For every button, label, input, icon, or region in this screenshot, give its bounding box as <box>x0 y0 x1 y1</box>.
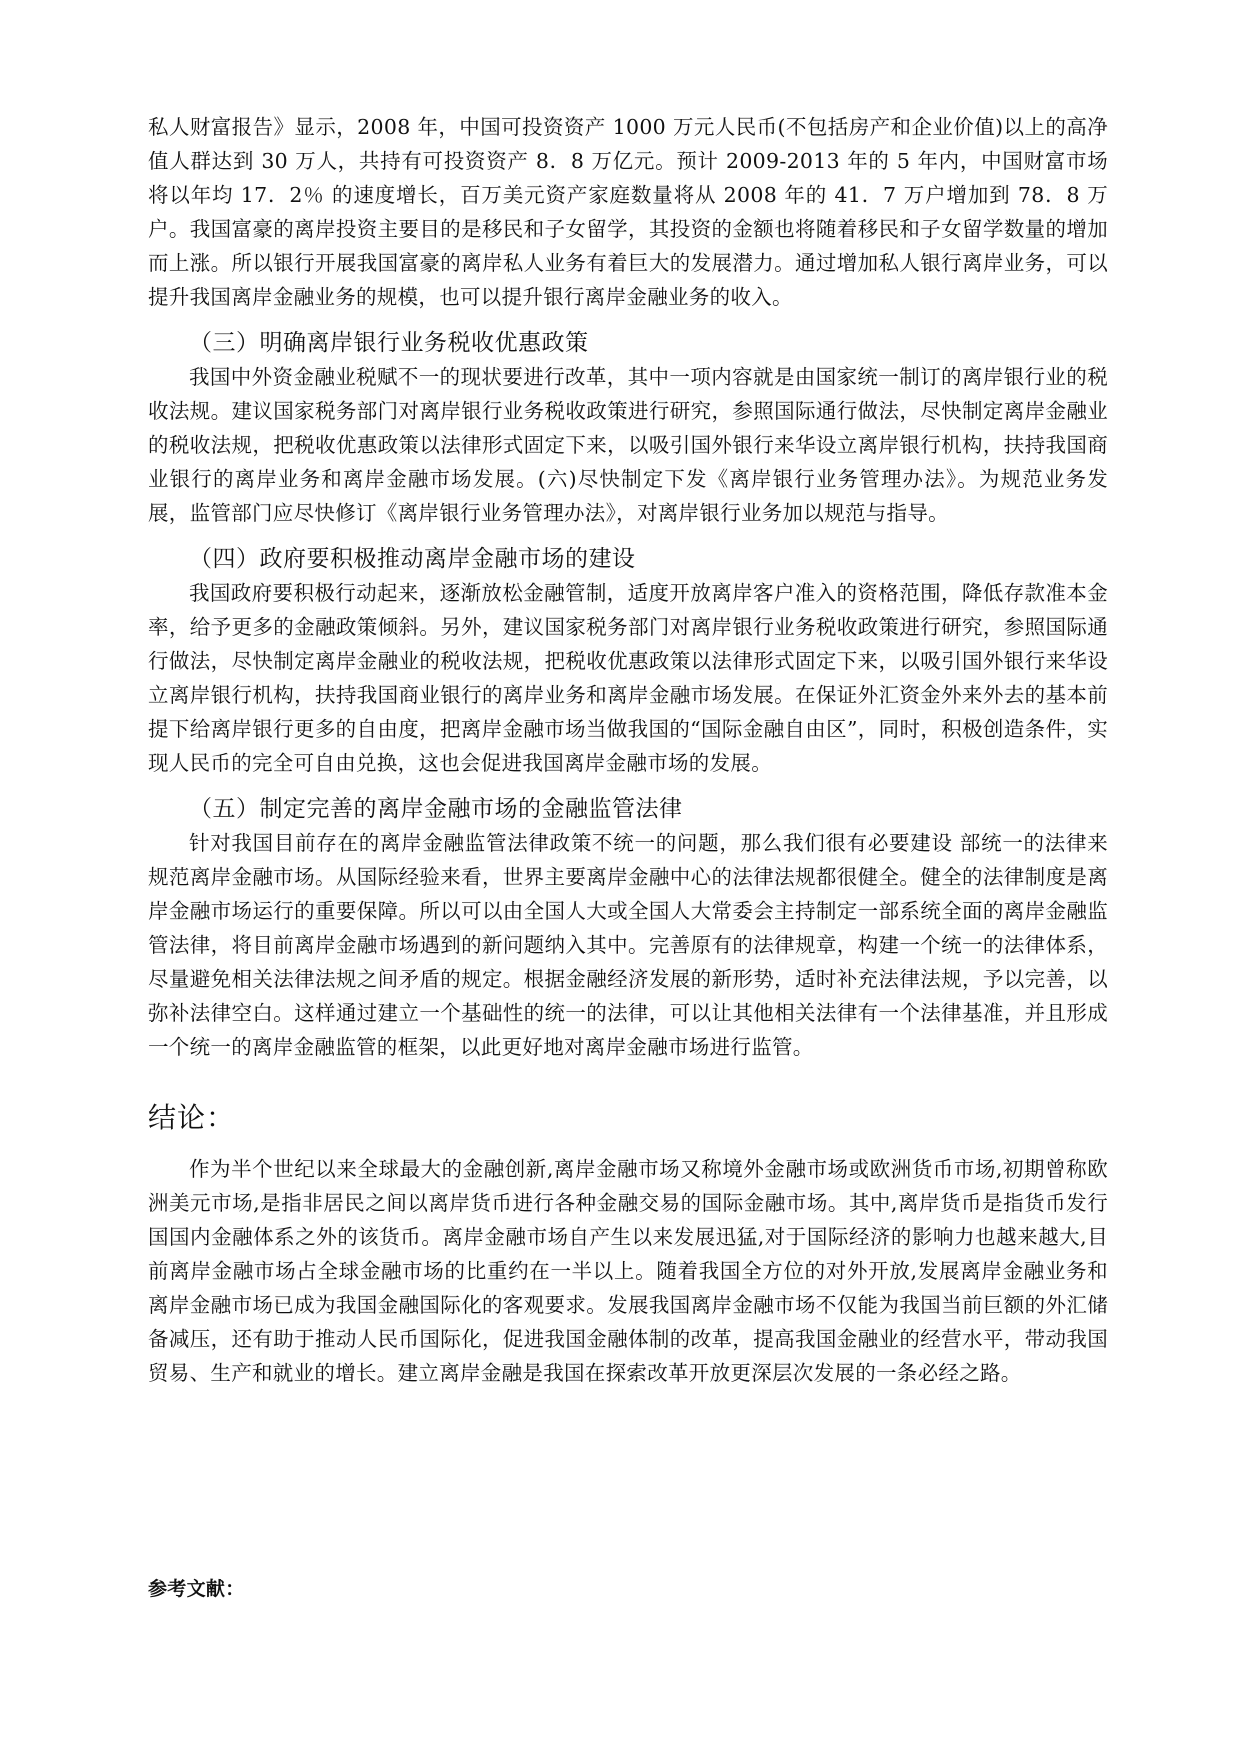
section-heading-3: （三）明确离岸银行业务税收优惠政策 <box>189 330 589 356</box>
conclusion-heading: 结论： <box>148 1101 236 1134</box>
document-body <box>148 110 1108 1390</box>
conclusion-body: 作为半个世纪以来全球最大的金融创新,离岸金融市场又称境外金融市场或欧洲货币市场,初期曾称欧洲美元市场,是指非居民之间以离岸货币进行各种金融交易的国际金融市场。其中,离岸货币是指货币发行国国内金融体系之外的该货币。离岸金融市场自产生以来发展迅猛,对于国际经济的影响力也越来越大,目前离岸金融市场占全球金融市场的比重约在一半以上。随着我国全方位的对外开放,发展离岸金融业务和离岸金融市场已成为我国金融国际化的客观要求。发展我国离岸金融市场不仅能为我国当前巨额的外汇储备减压，还有助于推动人民币国际化，促进我国金融体制的改革，提高我国金融业的经营水平，带动我国贸易、生产和就业的增长。建立离岸金融是我国在探索改革开放更深层次发展的一条必经之路。 <box>148 1157 1108 1385</box>
section-heading-5: （五）制定完善的离岸金融市场的金融监管法律 <box>189 796 683 822</box>
section-body-4: 我国政府要积极行动起来，逐渐放松金融管制，适度开放离岸客户准入的资格范围，降低存款准本金率，给予更多的金融政策倾斜。另外，建议国家税务部门对离岸银行业务税收政策进行研究，参照国际通行做法，尽快制定离岸金融业的税收法规，把税收优惠政策以法律形式固定下来，以吸引国外银行来华设立离岸银行机构，扶持我国商业银行的离岸业务和离岸金融市场发展。在保证外汇资金外来外去的基本前提下给离岸银行更多的自由度，把离岸金融市场当做我国的“国际金融自由区”，同时，积极创造条件，实现人民币的完全可自由兑换，这也会促进我国离岸金融市场的发展。 <box>148 581 1108 775</box>
section-body-3: 我国中外资金融业税赋不一的现状要进行改革，其中一项内容就是由国家统一制订的离岸银行业的税收法规。建议国家税务部门对离岸银行业务税收政策进行研究，参照国际通行做法，尽快制定离岸金融业的税收法规，把税收优惠政策以法律形式固定下来，以吸引国外银行来华设立离岸银行机构，扶持我国商业银行的离岸业务和离岸金融市场发展。(六)尽快制定下发《离岸银行业务管理办法》。为规范业务发展，监管部门应尽快修订《离岸银行业务管理办法》，对离岸银行业务加以规范与指导。 <box>148 365 1108 525</box>
references-heading: 参考文献： <box>148 1578 245 1600</box>
intro-paragraph: 私人财富报告》显示，2008 年，中国可投资资产 1000 万元人民币(不包括房产和企业价值)以上的高净值人群达到 30 万人，共持有可投资资产 8．8 万亿元。预计 2009-2013 年的 5 年内，中国财富市场将以年均 17．2％ 的速度增长，百万美元资产家庭数量将从 2008 年的 41．7 万户增加到 78．8 万户。我国富豪的离岸投资主要目的是移民和子女留学，其投资的金额也将随着移民和子女留学数量的增加而上涨。所以银行开展我国富豪的离岸私人业务有着巨大的发展潜力。通过增加私人银行离岸业务，可以提升我国离岸金融业务的规模，也可以提升银行离岸金融业务的收入。 <box>148 115 1108 309</box>
section-body-5: 针对我国目前存在的离岸金融监管法律政策不统一的问题，那么我们很有必要建设 部统一的法律来规范离岸金融市场。从国际经验来看，世界主要离岸金融中心的法律法规都很健全。健全的法律制度是离岸金融市场运行的重要保障。所以可以由全国人大或全国人大常委会主持制定一部系统全面的离岸金融监管法律，将目前离岸金融市场遇到的新问题纳入其中。完善原有的法律规章，构建一个统一的法律体系，尽量避免相关法律法规之间矛盾的规定。根据金融经济发展的新形势，适时补充法律法规，予以完善，以弥补法律空白。这样通过建立一个基础性的统一的法律，可以让其他相关法律有一个法律基准，并且形成一个统一的离岸金融监管的框架，以此更好地对离岸金融市场进行监管。 <box>148 831 1108 1059</box>
section-heading-4: （四）政府要积极推动离岸金融市场的建设 <box>189 546 636 572</box>
